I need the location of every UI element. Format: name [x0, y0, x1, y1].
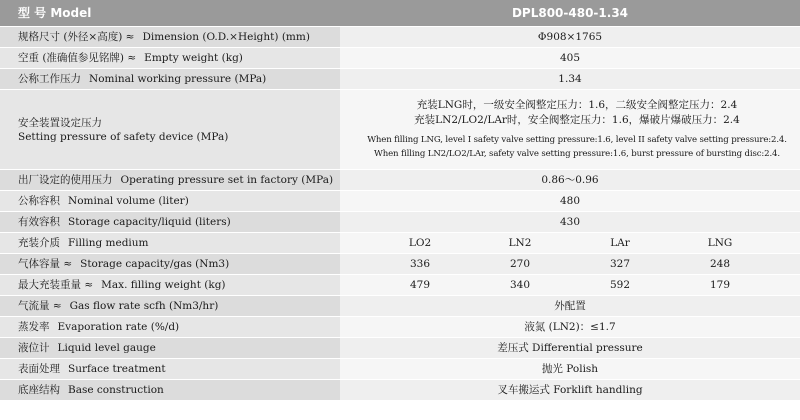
model-value: DPL800-480-1.34: [340, 0, 800, 27]
operating-pressure-value: 0.86～0.96: [340, 170, 800, 191]
row-level-gauge: [0, 338, 800, 359]
level-gauge-value: 差压式 Differential pressure: [340, 338, 800, 359]
operating-pressure-en: Operating pressure set in factory (MPa): [120, 174, 334, 186]
row-storage-liquid: [0, 212, 800, 233]
storage-liquid-cn: 有效容积: [18, 216, 60, 228]
safety-line-lng-en: When filling LNG, level I safety valve setting pressure:1.6, level II safety valve setting pressure:2.4.: [367, 135, 787, 145]
row-operating-pressure: [0, 170, 800, 191]
evaporation-value: 液氮 (LN2)：≤1.7: [340, 317, 800, 338]
base-en: Base construction: [68, 384, 164, 396]
empty-weight-value: 405: [340, 48, 800, 69]
storage-liquid-value: 430: [340, 212, 800, 233]
row-filling-medium: [0, 233, 800, 254]
dimension-en: Dimension (O.D.×Height) (mm): [142, 31, 310, 43]
nominal-pressure-value: 1.34: [340, 69, 800, 90]
evaporation-en: Evaporation rate (%/d): [57, 321, 180, 333]
surface-en: Surface treatment: [68, 363, 166, 375]
model-label: 型 号 Model: [0, 0, 340, 27]
medium-ln2: LN2: [508, 237, 532, 249]
nominal-volume-cn: 公称容积: [18, 195, 60, 207]
row-evaporation: [0, 317, 800, 338]
max-filling-cn: 最大充装重量 ≈: [18, 279, 94, 291]
row-base: [0, 380, 800, 401]
row-gas-flow: [0, 296, 800, 317]
nominal-volume-en: Nominal volume (liter): [68, 195, 189, 207]
row-surface: [0, 359, 800, 380]
operating-pressure-cn: 出厂设定的使用压力: [18, 174, 113, 186]
row-nominal-pressure: [0, 69, 800, 90]
base-cn: 底座结构: [18, 384, 60, 396]
level-gauge-cn: 液位计: [18, 342, 50, 354]
gas-lo2: 336: [409, 258, 431, 270]
fill-lo2: 479: [409, 279, 431, 291]
safety-line-ln2: 充装LN2/LO2/LAr时，安全阀整定压力：1.6，爆破片爆破压力：2.4: [414, 114, 740, 126]
row-nominal-volume: [0, 191, 800, 212]
empty-weight-en: Empty weight (kg): [144, 52, 243, 64]
surface-value: 抛光 Polish: [340, 359, 800, 380]
gas-flow-cn: 气流量 ≈: [18, 300, 62, 312]
safety-en: Setting pressure of safety device (MPa): [18, 130, 229, 143]
base-value: 叉车搬运式 Forklift handling: [340, 380, 800, 401]
medium-lng: LNG: [707, 237, 733, 249]
dimension-cn: 规格尺寸 (外径×高度) ≈: [18, 31, 135, 43]
storage-gas-en: Storage capacity/gas (Nm3): [80, 258, 230, 270]
filling-medium-en: Filling medium: [68, 237, 149, 249]
gas-flow-value: 外配置: [340, 296, 800, 317]
level-gauge-en: Liquid level gauge: [57, 342, 156, 354]
fill-lar: 592: [609, 279, 631, 291]
dimension-value: Φ908×1765: [340, 27, 800, 48]
gas-lar: 327: [609, 258, 631, 270]
nominal-pressure-cn: 公称工作压力: [18, 73, 81, 85]
gas-flow-en: Gas flow rate scfh (Nm3/hr): [69, 300, 219, 312]
fill-ln2: 340: [509, 279, 531, 291]
safety-line-ln2-en: When filling LN2/LO2/LAr, safety valve setting pressure:1.6, burst pressure of bursting disc:2.4.: [374, 149, 780, 159]
row-max-filling: [0, 275, 800, 296]
max-filling-en: Max. filling weight (kg): [101, 279, 226, 291]
evaporation-cn: 蒸发率: [18, 321, 50, 333]
row-dimension: [0, 27, 800, 48]
filling-medium-cn: 充装介质: [18, 237, 60, 249]
row-empty-weight: [0, 48, 800, 69]
safety-line-lng: 充装LNG时，一级安全阀整定压力：1.6，二级安全阀整定压力：2.4: [416, 99, 738, 111]
fill-lng: 179: [709, 279, 731, 291]
empty-weight-cn: 空重 (准确值参见铭牌) ≈: [18, 52, 137, 64]
surface-cn: 表面处理: [18, 363, 60, 375]
gas-ln2: 270: [509, 258, 531, 270]
medium-lo2: LO2: [408, 237, 432, 249]
header-row: [0, 0, 800, 27]
nominal-volume-value: 480: [340, 191, 800, 212]
row-safety: [0, 90, 800, 170]
storage-gas-cn: 气体容量 ≈: [18, 258, 73, 270]
safety-cn: 安全装置设定压力: [18, 116, 102, 129]
nominal-pressure-en: Nominal working pressure (MPa): [89, 73, 267, 85]
gas-lng: 248: [709, 258, 731, 270]
storage-liquid-en: Storage capacity/liquid (liters): [68, 216, 231, 228]
medium-lar: LAr: [610, 237, 630, 249]
row-storage-gas: [0, 254, 800, 275]
